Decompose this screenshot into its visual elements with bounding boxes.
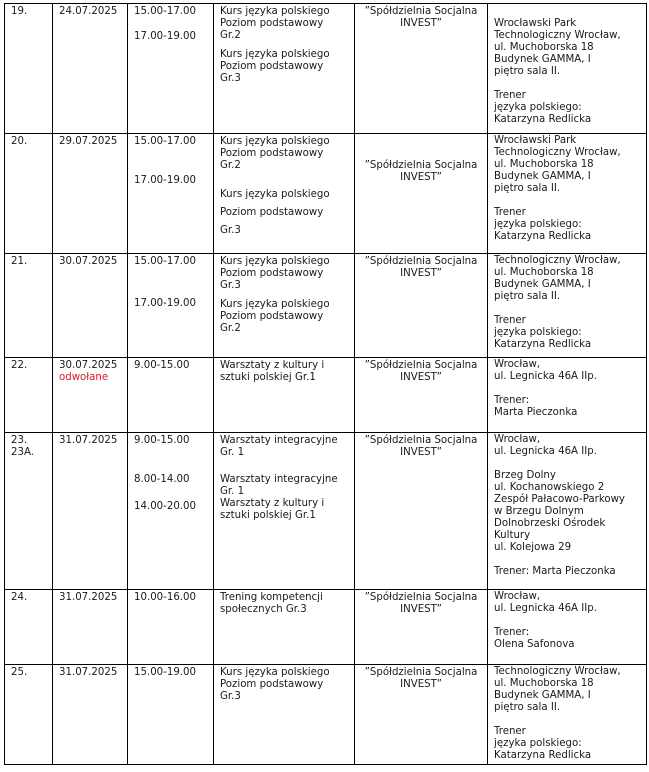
trainer-line: Trener [494,726,526,737]
topic-line: Kurs języka polskiego [220,299,330,310]
trainer-line: języka polskiego: [494,219,582,230]
row-number: 21. [5,254,53,358]
table-row [5,590,647,665]
row-place [488,134,647,254]
topic-line: sztuki polskiej Gr.1 [220,510,316,521]
schedule-table [4,3,647,765]
place-line: ul. Muchoborska 18 [494,42,594,53]
row-date: 30.07.2025 [53,254,128,358]
time-slot: 17.00-19.00 [134,298,197,309]
row-topics [214,433,355,590]
trainer-line: języka polskiego: [494,102,582,113]
topic-line: Poziom podstawowy [220,148,324,159]
row-topics [214,665,355,765]
organizer-line: INVEST” [400,18,442,29]
organizer-line: ”Spółdzielnia Socjalna [364,667,478,678]
table-row [5,665,647,765]
row-place [488,665,647,765]
row-date: 31.07.2025 [53,433,128,590]
row-number-cell [5,433,53,590]
place-line: ul. Legnicka 46A IIp. [494,371,597,382]
row-times [128,4,214,134]
place-line: Zespół Pałacowo-Parkowy [494,494,625,505]
topic-line: Gr. 1 [220,447,245,458]
row-topics [214,134,355,254]
place-line: Technologiczny Wrocław, [494,666,621,677]
time-slot: 10.00-16.00 [134,592,197,603]
place-line: Kultury [494,530,531,541]
row-date: 31.07.2025 [53,665,128,765]
organizer-line: INVEST” [400,679,442,690]
organizer-line: INVEST” [400,604,442,615]
organizer-line: ”Spółdzielnia Socjalna [364,6,478,17]
row-organizer [355,433,488,590]
row-number: 25. [5,665,53,765]
row-organizer [355,254,488,358]
table-row [5,433,647,590]
row-place [488,590,647,665]
topic-line: Poziom podstawowy [220,679,324,690]
time-slot: 9.00-15.00 [134,435,190,446]
row-number: 19. [5,4,53,134]
cancelled-status: odwołane [59,372,109,383]
trainer-name: Trener: Marta Pieczonka [494,566,616,577]
topic-line: Warsztaty z kultury i [220,498,325,509]
table-row [5,134,647,254]
place-line: Brzeg Dolny [494,470,556,481]
place-line: w Brzegu Dolnym [494,506,584,517]
row-number: 20. [5,134,53,254]
place-line: Budynek GAMMA, I [494,54,591,65]
row-number: 23. [11,435,28,446]
time-slot: 17.00-19.00 [134,31,197,42]
time-slot: 17.00-19.00 [134,175,197,186]
row-times [128,433,214,590]
topic-line: Kurs języka polskiego [220,136,330,147]
row-number: 24. [5,590,53,665]
trainer-line: Trener [494,315,526,326]
topic-line: Gr.2 [220,30,241,41]
organizer-line: ”Spółdzielnia Socjalna [364,592,478,603]
topic-line: Kurs języka polskiego [220,667,330,678]
topic-line: Poziom podstawowy [220,268,324,279]
trainer-line: języka polskiego: [494,738,582,749]
row-number-secondary: 23A. [11,447,34,458]
trainer-line: Trener [494,207,526,218]
place-line: Wrocławski Park [494,18,577,29]
row-organizer [355,590,488,665]
topic-line: Gr.3 [220,225,241,236]
row-place [488,358,647,433]
place-line: ul. Kochanowskiego 2 [494,482,605,493]
topic-line: sztuki polskiej Gr.1 [220,372,316,383]
place-line: Wrocław, [494,434,541,445]
topic-line: społecznych Gr.3 [220,604,307,615]
place-line: Technologiczny Wrocław, [494,30,621,41]
organizer-line: INVEST” [400,172,442,183]
row-times [128,590,214,665]
time-slot: 14.00-20.00 [134,501,197,512]
trainer-line: Trener [494,90,526,101]
topic-line: Kurs języka polskiego [220,189,330,200]
table-row [5,4,647,134]
place-line: Wrocławski Park [494,135,577,146]
table-row [5,358,647,433]
trainer-line: języka polskiego: [494,327,582,338]
trainer-line: Trener: [494,395,530,406]
topic-line: Poziom podstawowy [220,18,324,29]
trainer-name: Katarzyna Redlicka [494,114,592,125]
time-slot: 15.00-17.00 [134,256,197,267]
place-line: ul. Muchoborska 18 [494,267,594,278]
topic-line: Kurs języka polskiego [220,256,330,267]
row-organizer [355,358,488,433]
row-topics [214,254,355,358]
row-times [128,134,214,254]
topic-line: Gr.3 [220,691,241,702]
row-topics [214,358,355,433]
organizer-line: ”Spółdzielnia Socjalna [364,435,478,446]
trainer-name: Marta Pieczonka [494,407,578,418]
topic-line: Gr. 1 [220,486,245,497]
place-line: ul. Muchoborska 18 [494,678,594,689]
place-line: piętro sala II. [494,291,561,302]
topic-line: Gr.2 [220,323,241,334]
topic-line: Gr.3 [220,73,241,84]
row-times [128,358,214,433]
place-line: Wrocław, [494,591,541,602]
topic-line: Gr.3 [220,280,241,291]
row-organizer [355,4,488,134]
table-row [5,254,647,358]
organizer-line: INVEST” [400,447,442,458]
place-line: Budynek GAMMA, I [494,279,591,290]
place-line: Budynek GAMMA, I [494,171,591,182]
time-slot: 15.00-19.00 [134,667,197,678]
organizer-line: INVEST” [400,268,442,279]
place-line: piętro sala II. [494,183,561,194]
place-line: Dolnobrzeski Ośrodek [494,518,606,529]
place-line: Wrocław, [494,359,541,370]
time-slot: 8.00-14.00 [134,474,190,485]
place-line: Technologiczny Wrocław, [494,147,621,158]
topic-line: Trening kompetencji [220,592,323,603]
organizer-line: ”Spółdzielnia Socjalna [364,256,478,267]
organizer-line: ”Spółdzielnia Socjalna [364,160,478,171]
row-number: 22. [5,358,53,433]
place-line: ul. Legnicka 46A IIp. [494,603,597,614]
row-times [128,665,214,765]
topic-line: Kurs języka polskiego [220,6,330,17]
topic-line: Warsztaty z kultury i [220,360,325,371]
row-organizer [355,134,488,254]
row-place [488,254,647,358]
topic-line: Poziom podstawowy [220,311,324,322]
row-times [128,254,214,358]
trainer-name: Katarzyna Redlicka [494,339,592,350]
topic-line: Warsztaty integracyjne [220,474,338,485]
row-date: 24.07.2025 [53,4,128,134]
row-date-cell [53,358,128,433]
topic-line: Poziom podstawowy [220,207,324,218]
row-place [488,4,647,134]
row-organizer [355,665,488,765]
row-place [488,433,647,590]
trainer-name: Katarzyna Redlicka [494,750,592,761]
trainer-name: Olena Safonova [494,639,575,650]
place-line: Technologiczny Wrocław, [494,255,621,266]
place-line: ul. Kolejowa 29 [494,542,572,553]
place-line: Budynek GAMMA, I [494,690,591,701]
place-line: ul. Legnicka 46A IIp. [494,446,597,457]
organizer-line: ”Spółdzielnia Socjalna [364,360,478,371]
time-slot: 9.00-15.00 [134,360,190,371]
topic-line: Gr.2 [220,160,241,171]
row-topics [214,590,355,665]
place-line: piętro sala II. [494,702,561,713]
topic-line: Warsztaty integracyjne [220,435,338,446]
time-slot: 15.00-17.00 [134,6,197,17]
time-slot: 15.00-17.00 [134,136,197,147]
place-line: piętro sala II. [494,66,561,77]
place-line: ul. Muchoborska 18 [494,159,594,170]
trainer-name: Katarzyna Redlicka [494,231,592,242]
topic-line: Poziom podstawowy [220,61,324,72]
trainer-line: Trener: [494,627,530,638]
row-date: 31.07.2025 [53,590,128,665]
row-date: 29.07.2025 [53,134,128,254]
row-topics [214,4,355,134]
organizer-line: INVEST” [400,372,442,383]
row-date: 30.07.2025 [59,360,118,371]
topic-line: Kurs języka polskiego [220,49,330,60]
